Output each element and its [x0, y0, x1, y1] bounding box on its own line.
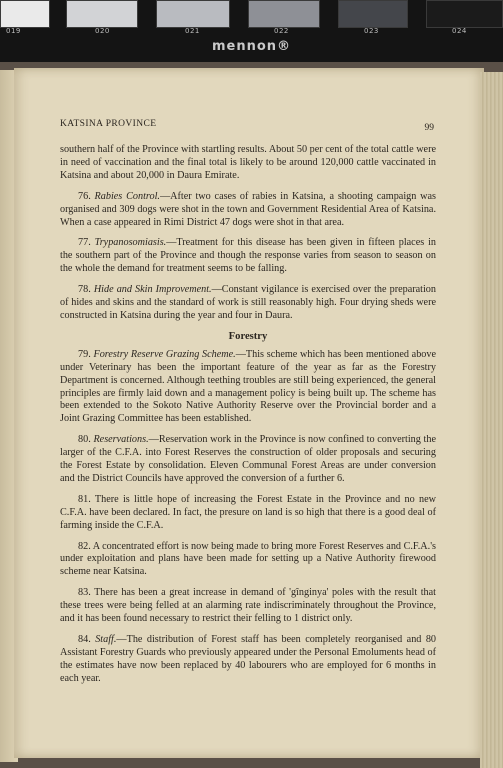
running-head: KATSINA PROVINCE [60, 119, 157, 129]
paragraph-title: Rabies Control. [94, 190, 160, 202]
paragraph-title: Trypanosomiasis. [94, 237, 167, 249]
color-swatches [0, 0, 503, 36]
paragraph-title: Forestry Reserve Grazing Scheme. [93, 348, 236, 360]
paragraph [60, 587, 436, 626]
paragraph-number: 84. [78, 634, 96, 645]
page-stack-edge [480, 72, 503, 768]
paragraph-text: southern half of the Province with startling results. About 50 per cent of the total cattle were in need of vaccination and the final total is likely to be around 120,000 cattle vaccinated in Katsina and about 20,000 in Daura Emirate. [60, 144, 436, 181]
paragraph-number: 79. [78, 348, 94, 360]
paragraph-number: 78. [78, 284, 94, 296]
calibration-strip [0, 0, 503, 66]
swatch-number: 024 [452, 27, 467, 35]
paragraph-number: 82. [78, 540, 93, 552]
paragraph-text: —Treatment for this disease has been given in fifteen places in the southern part of the Province and though the response varies from season to season on the whole the demand for treatment seems to be falling. [60, 237, 436, 275]
swatch-number: 023 [364, 27, 379, 35]
paragraph [60, 191, 436, 230]
swatch-019 [0, 0, 50, 28]
page-body [60, 144, 436, 694]
paragraph-title: Hide and Skin Improvement. [93, 284, 212, 296]
paragraph-number: 76. [78, 190, 95, 202]
paragraph-text: —Constant vigilance is exercised over the preparation of hides and skins and the standard of work is still reasonably high. Four drying sheds were constructed in Katsina during the year and four in Daura. [60, 284, 436, 321]
paragraph-title: Staff. [95, 634, 117, 645]
paragraph [60, 349, 436, 426]
swatch-020 [66, 0, 138, 28]
paragraph-number: 81. [78, 493, 95, 505]
paragraph [60, 494, 436, 533]
paragraph [60, 634, 436, 686]
paragraph-number: 77. [78, 237, 95, 249]
swatch-023 [338, 0, 408, 28]
paragraph [60, 144, 436, 183]
paragraph-text: There has been a great increase in demand of 'gînginya' poles with the result that these trees were being felled at an alarming rate indiscriminately throughout the Province, and it has been found necessary to restrict their felling to 1 district only. [60, 587, 436, 625]
swatch-021 [156, 0, 230, 28]
paragraph-number: 83. [78, 587, 95, 599]
page-number: 99 [424, 123, 434, 133]
paragraph-text: —The distribution of Forest staff has been completely reorganised and 80 Assistant Forestry Guards who previously appeared under the Personal Emoluments head of the estimates have now been replaced by 40 labourers who are employed for 6 months in each year. [60, 634, 437, 684]
swatch-024 [426, 0, 503, 28]
swatch-022 [248, 0, 320, 28]
swatch-number: 019 [6, 27, 21, 35]
swatch-number: 022 [274, 27, 289, 35]
paragraph-title: Reservations. [93, 434, 149, 446]
paragraph-text: A concentrated effort is now being made to bring more Forest Reserves and C.F.A.'s under exploitation and plans have been made for setting up a Native Authority firewood scheme near Katsina. [60, 540, 437, 578]
paragraph-text: —After two cases of rabies in Katsina, a shooting campaign was organised and 309 dogs were shot in the town and Government Residential Area of Katsina. When a case appeared in Rimi District 47 dogs were shot in that area. [60, 190, 436, 228]
paragraph [60, 284, 436, 323]
paragraph [60, 434, 436, 486]
paragraph-number: 80. [78, 434, 94, 446]
swatch-number: 020 [95, 27, 110, 35]
paragraph-text: There is little hope of increasing the Forest Estate in the Province and no new C.F.A. have been declared. In fact, the presure on land is so high that there is a good deal of farming inside the C.F.A. [60, 493, 436, 531]
paragraph-text: —Reservation work in the Province is now confined to converting the larger of the C.F.A. into Forest Reserves the construction of older proposals and securing the Forest Estate by consolidation. Eleven Communal Forest Areas are under conversion and the District Councils have approved the conversion of a further 6. [60, 434, 436, 484]
paragraph [60, 237, 436, 276]
paragraph [60, 541, 436, 580]
brand-logo: mennon® [211, 39, 292, 54]
swatch-number: 021 [185, 27, 200, 35]
section-heading: Forestry [228, 330, 268, 342]
paragraph-text: —This scheme which has been mentioned above under Veterinary has been the important feature of the year as far as the Forestry Department is concerned. Although teething troubles are still being experienced, the general principles are firmly laid down and a management policy is being built up. The scheme has been extended to the Sokoto Native Authority Reserve over the Provincial border and a Joint Grazing Committee has been established. [60, 348, 437, 425]
